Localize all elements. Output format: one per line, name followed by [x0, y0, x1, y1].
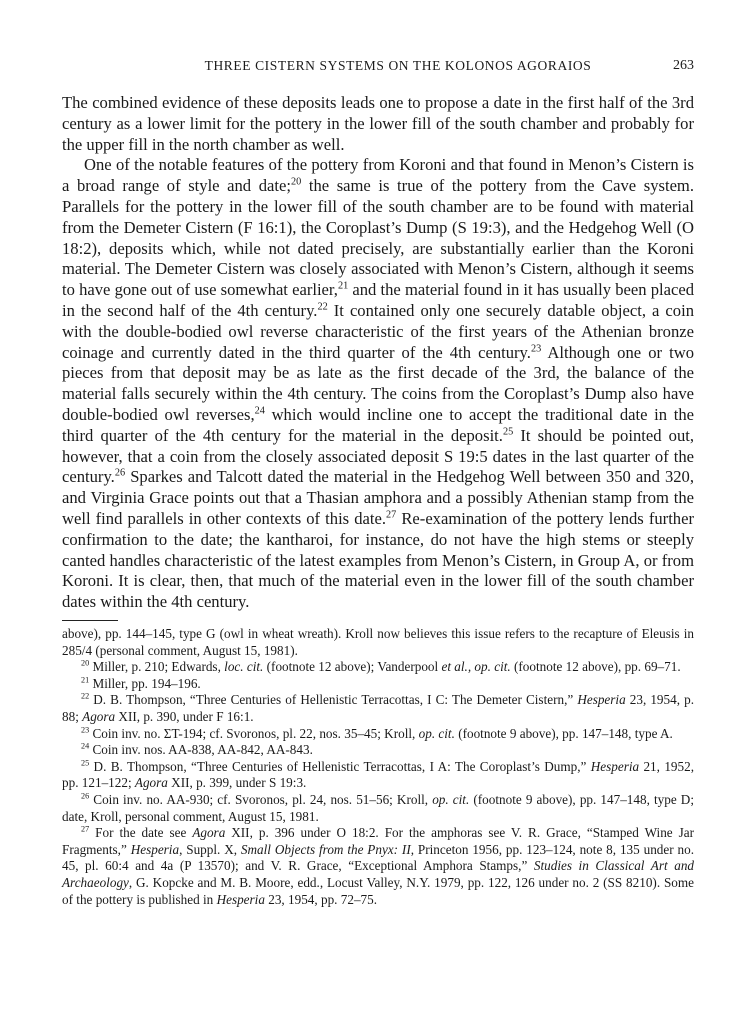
footnote-ref-24[interactable]: 24 — [254, 405, 265, 417]
footnote-number: 23 — [81, 725, 90, 735]
text-segment: It contained only one securely datable object, a coin with the double-bodied owl reverse characteristic of the first years of the Athenian bronze coinage and currently dated in the third quarter of the 4th century. — [62, 300, 694, 362]
footnote-number: 26 — [81, 791, 90, 801]
footnote-ref-23[interactable]: 23 — [530, 343, 542, 355]
footnote-text: (footnote 12 above), pp. 69–71. — [510, 659, 681, 675]
footnote-ref-20[interactable]: 20 — [290, 176, 302, 188]
footnote-text: For the date see — [89, 825, 193, 841]
citation-italic: loc. cit. — [224, 659, 264, 675]
running-head — [62, 58, 694, 74]
text-segment: It should be pointed out, however, that a coin from the closely associated deposit S 19:5 dates in the last quarter of the century. — [62, 425, 694, 487]
footnote-text: 21, 1952, pp. 121–122; — [62, 758, 694, 791]
footnote-24 — [62, 742, 694, 759]
journal-title: Hesperia — [577, 692, 626, 708]
journal-title: Hesperia — [216, 891, 265, 907]
text-segment: the same is true of the pottery from the Cave system. Parallels for the pottery in the lower fill of the south chamber are to be found with material from the Demeter Cistern (F 16:1), the Coroplast’s Dump (S 19:3), and the Hedgehog Well (O 18:2), deposits which, while not dated precisely, are substantially earlier than the Koroni material. The Demeter Cistern was closely associated with Menon’s Cistern, although it seems to have gone out of use somewhat earlier, — [62, 176, 694, 300]
footnote-number: 24 — [81, 741, 90, 751]
paragraph-1: The combined evidence of these deposits leads one to propose a date in the first half of the 3rd century as a lower limit for the pottery in the lower fill of the south chamber and probably for the upper fill in the north chamber as well. — [62, 93, 694, 154]
footnote-text: Miller, p. 210; Edwards, — [89, 659, 225, 675]
page-number: 263 — [673, 58, 694, 73]
footnote-ref-27[interactable]: 27 — [386, 509, 397, 521]
paragraph-2 — [62, 155, 694, 613]
footnote-text: , Princeton 1956, pp. 123–124, note 8, 135 under no. 45, pl. 60:4 and 4a (P 13570); and V. R. Grace, “Exceptional Amphora Stamps,” — [62, 841, 695, 874]
book-title: Small Objects from the Pnyx: II — [240, 841, 411, 857]
footnote-text: XII, p. 399, under S 19:3. — [167, 775, 307, 791]
book-title: Studies in Classical Art and Archaeology — [62, 858, 695, 890]
footnote-text: Coin inv. nos. AA-838, AA-842, AA-843. — [89, 742, 313, 758]
footnote-text: 23, 1954, p. 88; — [62, 692, 694, 724]
footnote-ref-22[interactable]: 22 — [317, 301, 328, 313]
series-title: Agora — [134, 775, 168, 791]
footnote-text: XII, p. 390, under F 16:1. — [115, 708, 254, 724]
footnote-number: 25 — [81, 758, 90, 768]
text-segment: One of the notable features of the pottery from Koroni and that found in Menon’s Cistern is a broad range of style and date; — [62, 155, 694, 196]
citation-italic: et al., op. cit. — [441, 659, 511, 675]
footnotes — [62, 626, 694, 908]
footnote-ref-25[interactable]: 25 — [502, 426, 514, 438]
footnote-text: , Suppl. X, — [179, 841, 241, 857]
text-segment: Sparkes and Talcott dated the material in the Hedgehog Well between 350 and 320, and Virginia Grace points out that a Thasian amphora and a possibly Athenian stamp from the well find parallels in other contexts of this date. — [62, 467, 694, 528]
footnote-text: 23, 1954, pp. 72–75. — [264, 891, 378, 907]
footnote-text: Miller, pp. 194–196. — [89, 675, 201, 691]
footnote-27 — [62, 825, 694, 908]
footnote-21 — [62, 676, 694, 693]
text-segment: Re-examination of the pottery lends further confirmation to the date; the kantharoi, for instance, do not have the high stems or steeply canted handles characteristic of the latest examples from Menon’s Cistern, in Group A, or from Koroni. It is clear, then, that much of the material even in the lower fill of the south chamber dates within the 4th century. — [62, 508, 694, 612]
footnote-text: Coin inv. no. AA-930; cf. Svoronos, pl. 24, nos. 51–56; Kroll, — [89, 791, 433, 807]
footnote-divider — [62, 620, 118, 621]
footnote-ref-21[interactable]: 21 — [337, 280, 349, 292]
journal-title: Hesperia — [130, 841, 180, 857]
footnote-23 — [62, 726, 694, 743]
footnote-text: XII, p. 396 under O 18:2. For the amphoras see V. R. Grace, “Stamped Wine Jar Fragments,” — [62, 825, 694, 857]
footnote-text: Coin inv. no. ΣΤ-194; cf. Svoronos, pl. 22, nos. 35–45; Kroll, — [89, 725, 419, 741]
journal-title: Hesperia — [590, 758, 640, 774]
footnote-text: , G. Kopcke and M. B. Moore, edd., Locust Valley, N.Y. 1979, pp. 122, 126 under no. 2 (SS 8210). Some of the pottery is published in — [62, 874, 694, 907]
text-segment: and the material found in it has usually been placed in the second half of the 4th century. — [62, 280, 694, 320]
footnote-text: (footnote 12 above); Vanderpool — [263, 659, 442, 675]
citation-italic: op. cit. — [432, 791, 470, 807]
series-title: Agora — [82, 708, 116, 724]
footnote-ref-26[interactable]: 26 — [114, 467, 126, 479]
footnote-text: D. B. Thompson, “Three Centuries of Hellenistic Terracottas, I C: The Demeter Cistern,” — [89, 692, 578, 708]
footnote-number: 21 — [81, 675, 90, 685]
footnote-number: 27 — [81, 824, 90, 834]
citation-italic: op. cit. — [418, 725, 455, 741]
footnote-text: (footnote 9 above), pp. 147–148, type D; date, Kroll, personal comment, August 15, 1981. — [62, 791, 694, 824]
footnote-number: 22 — [81, 691, 90, 701]
footnote-text: (footnote 9 above), pp. 147–148, type A. — [454, 725, 673, 741]
footnote-25 — [62, 759, 694, 792]
footnote-22 — [62, 692, 694, 725]
footnote-text: D. B. Thompson, “Three Centuries of Hellenistic Terracottas, I A: The Coroplast’s Dump,” — [89, 758, 591, 774]
text-segment: Although one or two pieces from that deposit may be as late as the first decade of the 3rd, the balance of the material falls securely within the 4th century. The coins from the Coroplast’s Dump also have double-bodied owl reverses, — [62, 342, 694, 424]
main-text — [62, 93, 694, 613]
series-title: Agora — [192, 825, 226, 841]
text-segment: which would incline one to accept the traditional date in the third quarter of the 4th century for the material in the deposit. — [62, 404, 695, 445]
running-title: THREE CISTERN SYSTEMS ON THE KOLONOS AGORAIOS — [204, 58, 592, 73]
footnote-20 — [62, 659, 694, 676]
footnote-continuation: above), pp. 144–145, type G (owl in wheat wreath). Kroll now believes this issue refers to the recapture of Eleusis in 285/4 (personal comment, August 15, 1981). — [62, 626, 694, 658]
footnote-26 — [62, 792, 694, 825]
footnote-number: 20 — [81, 658, 90, 668]
